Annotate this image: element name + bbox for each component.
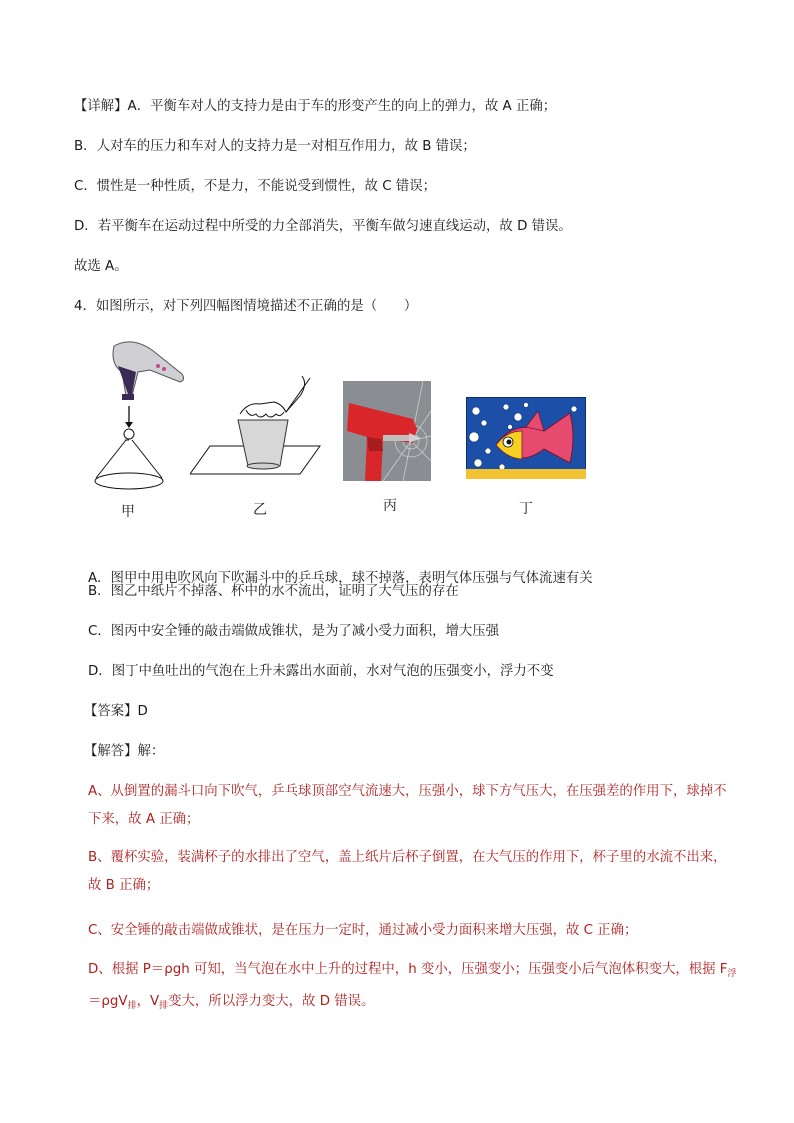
figure-yi-cup-experiment: [190, 374, 330, 478]
analysis-d: [88, 956, 738, 1020]
option-c: C．图丙中安全锤的敲击端做成锥状，是为了减小受力面积，增大压强: [88, 624, 500, 639]
figure-caption-bing: 丙: [383, 498, 397, 514]
analysis-d-text-3: ，V: [136, 994, 160, 1009]
detail-line-d: D．若平衡车在运动过程中所受的力全部消失，平衡车做匀速直线运动，故 D 错误。: [74, 219, 572, 234]
figure-caption-jia: 甲: [121, 504, 135, 520]
figure-caption-yi: 乙: [253, 502, 267, 518]
analysis-b: B、覆杯实验，装满杯子的水排出了空气，盖上纸片后杯子倒置，在大气压的作用下，杯子里的水流不出来，故 B 正确；: [88, 850, 727, 893]
question-stem: 4．如图所示，对下列四幅图情境描述不正确的是（ ）: [74, 299, 418, 314]
analysis-label: 【解答】解：: [84, 744, 165, 759]
detail-conclusion: 故选 A。: [74, 259, 128, 274]
option-b: B．图乙中纸片不掉落、杯中的水不流出，证明了大气压的存在: [88, 584, 459, 599]
figure-bing-safety-hammer: [343, 381, 431, 481]
analysis-c: C、安全锤的敲击端做成锥状，是在压力一定时，通过减小受力面积来增大压强，故 C 正确；: [88, 923, 638, 938]
detail-line-c: C．惯性是一种性质，不是力，不能说受到惯性，故 C 错误；: [74, 179, 436, 194]
detail-line-b: B．人对车的压力和车对人的支持力是一对相互作用力，故 B 错误；: [74, 139, 476, 154]
detail-line-a: 【详解】A．平衡车对人的支持力是由于车的形变产生的向上的弹力，故 A 正确；: [74, 99, 557, 114]
figure-ding-fish-painting: [466, 397, 586, 479]
answer-label: 【答案】D: [84, 704, 148, 719]
figure-jia-hair-dryer: [92, 336, 192, 496]
analysis-d-sub-pai-1: 排: [127, 1001, 137, 1011]
analysis-d-sub-fu: 浮: [727, 969, 737, 979]
analysis-d-sub-pai-2: 排: [159, 1001, 169, 1011]
analysis-d-text-2: ＝ρgV: [88, 994, 128, 1009]
analysis-d-text-4: 变大，所以浮力变大，故 D 错误。: [168, 994, 375, 1009]
analysis-d-text-1: D、根据 P＝ρgh 可知，当气泡在水中上升的过程中，h 变小，压强变小；压强变小后气泡体积变大，根据 F: [88, 962, 728, 977]
figure-caption-ding: 丁: [519, 501, 533, 517]
option-d: D．图丁中鱼吐出的气泡在上升未露出水面前，水对气泡的压强变小，浮力不变: [88, 664, 554, 679]
option-a: A．图甲中用电吹风向下吹漏斗中的乒乓球，球不掉落，表明气体压强与气体流速有关: [88, 571, 593, 586]
analysis-a: A、从倒置的漏斗口向下吹气，乒乓球顶部空气流速大，压强小，球下方气压大，在压强差的作用下，球掉不下来，故 A 正确；: [88, 784, 727, 827]
